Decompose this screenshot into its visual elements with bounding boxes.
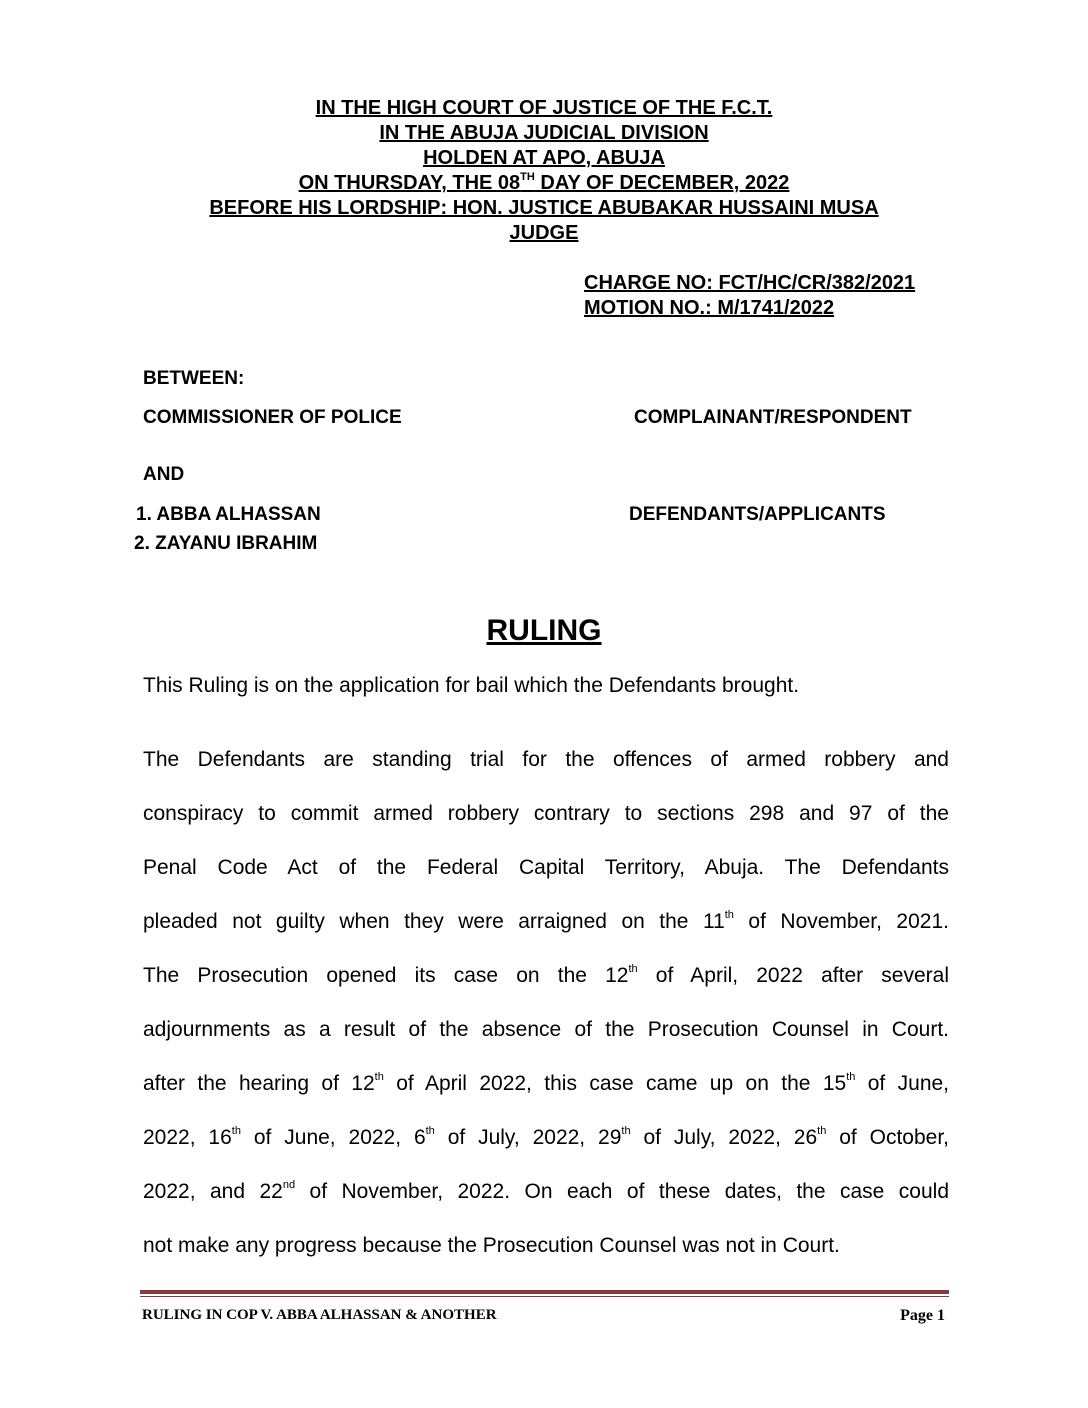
body-line: after the hearing of 12th of April 2022, this case came up on the 15th of June,	[143, 1071, 950, 1095]
court-location: HOLDEN AT APO, ABUJA	[423, 147, 665, 169]
court-name: IN THE HIGH COURT OF JUSTICE OF THE F.C.T.	[315, 97, 773, 119]
body-line: pleaded not guilty when they were arraigned on the 11th of November, 2021.	[143, 909, 949, 933]
motion-number: MOTION NO.: M/1741/2022	[584, 297, 835, 319]
footer-divider-thin	[140, 1296, 949, 1297]
intro-paragraph: This Ruling is on the application for bail which the Defendants brought.	[143, 674, 800, 697]
court-header	[0, 96, 1088, 246]
body-line: The Defendants are standing trial for the offences of armed robbery and	[143, 748, 949, 771]
charge-number: CHARGE NO: FCT/HC/CR/382/2021	[584, 272, 916, 294]
page-number: Page 1	[900, 1307, 945, 1324]
body-line: not make any progress because the Prosecution Counsel was not in Court.	[143, 1234, 840, 1257]
and-label: AND	[143, 464, 185, 485]
complainant-role: COMPLAINANT/RESPONDENT	[634, 407, 912, 428]
complainant-name: COMMISSIONER OF POLICE	[143, 407, 402, 428]
footer-divider	[140, 1290, 949, 1294]
body-line: 2022, and 22nd of November, 2022. On each of these dates, the case could	[143, 1179, 949, 1203]
body-line: adjournments as a result of the absence of the Prosecution Counsel in Court.	[143, 1018, 949, 1041]
body-paragraph	[143, 740, 949, 1280]
hearing-date: ON THURSDAY, THE 08TH DAY OF DECEMBER, 2022	[298, 171, 790, 194]
judge-title: JUDGE	[509, 222, 579, 244]
ruling-title: RULING	[486, 614, 602, 647]
defendants-role: DEFENDANTS/APPLICANTS	[629, 504, 886, 525]
footer-case-title: RULING IN COP V. ABBA ALHASSAN & ANOTHER	[142, 1307, 497, 1323]
body-line: Penal Code Act of the Federal Capital Territory, Abuja. The Defendants	[143, 856, 949, 879]
body-line: 2022, 16th of June, 2022, 6th of July, 2022, 29th of July, 2022, 26th of October,	[143, 1125, 949, 1149]
case-numbers	[584, 271, 915, 321]
defendant-1: 1. ABBA ALHASSAN	[136, 504, 321, 525]
judge-name: BEFORE HIS LORDSHIP: HON. JUSTICE ABUBAKAR HUSSAINI MUSA	[209, 197, 879, 219]
judicial-division: IN THE ABUJA JUDICIAL DIVISION	[379, 122, 709, 144]
body-line: The Prosecution opened its case on the 12th of April, 2022 after several	[143, 963, 949, 987]
defendant-2: 2. ZAYANU IBRAHIM	[134, 533, 318, 554]
body-line: conspiracy to commit armed robbery contrary to sections 298 and 97 of the	[143, 802, 949, 825]
between-label: BETWEEN:	[143, 368, 245, 389]
